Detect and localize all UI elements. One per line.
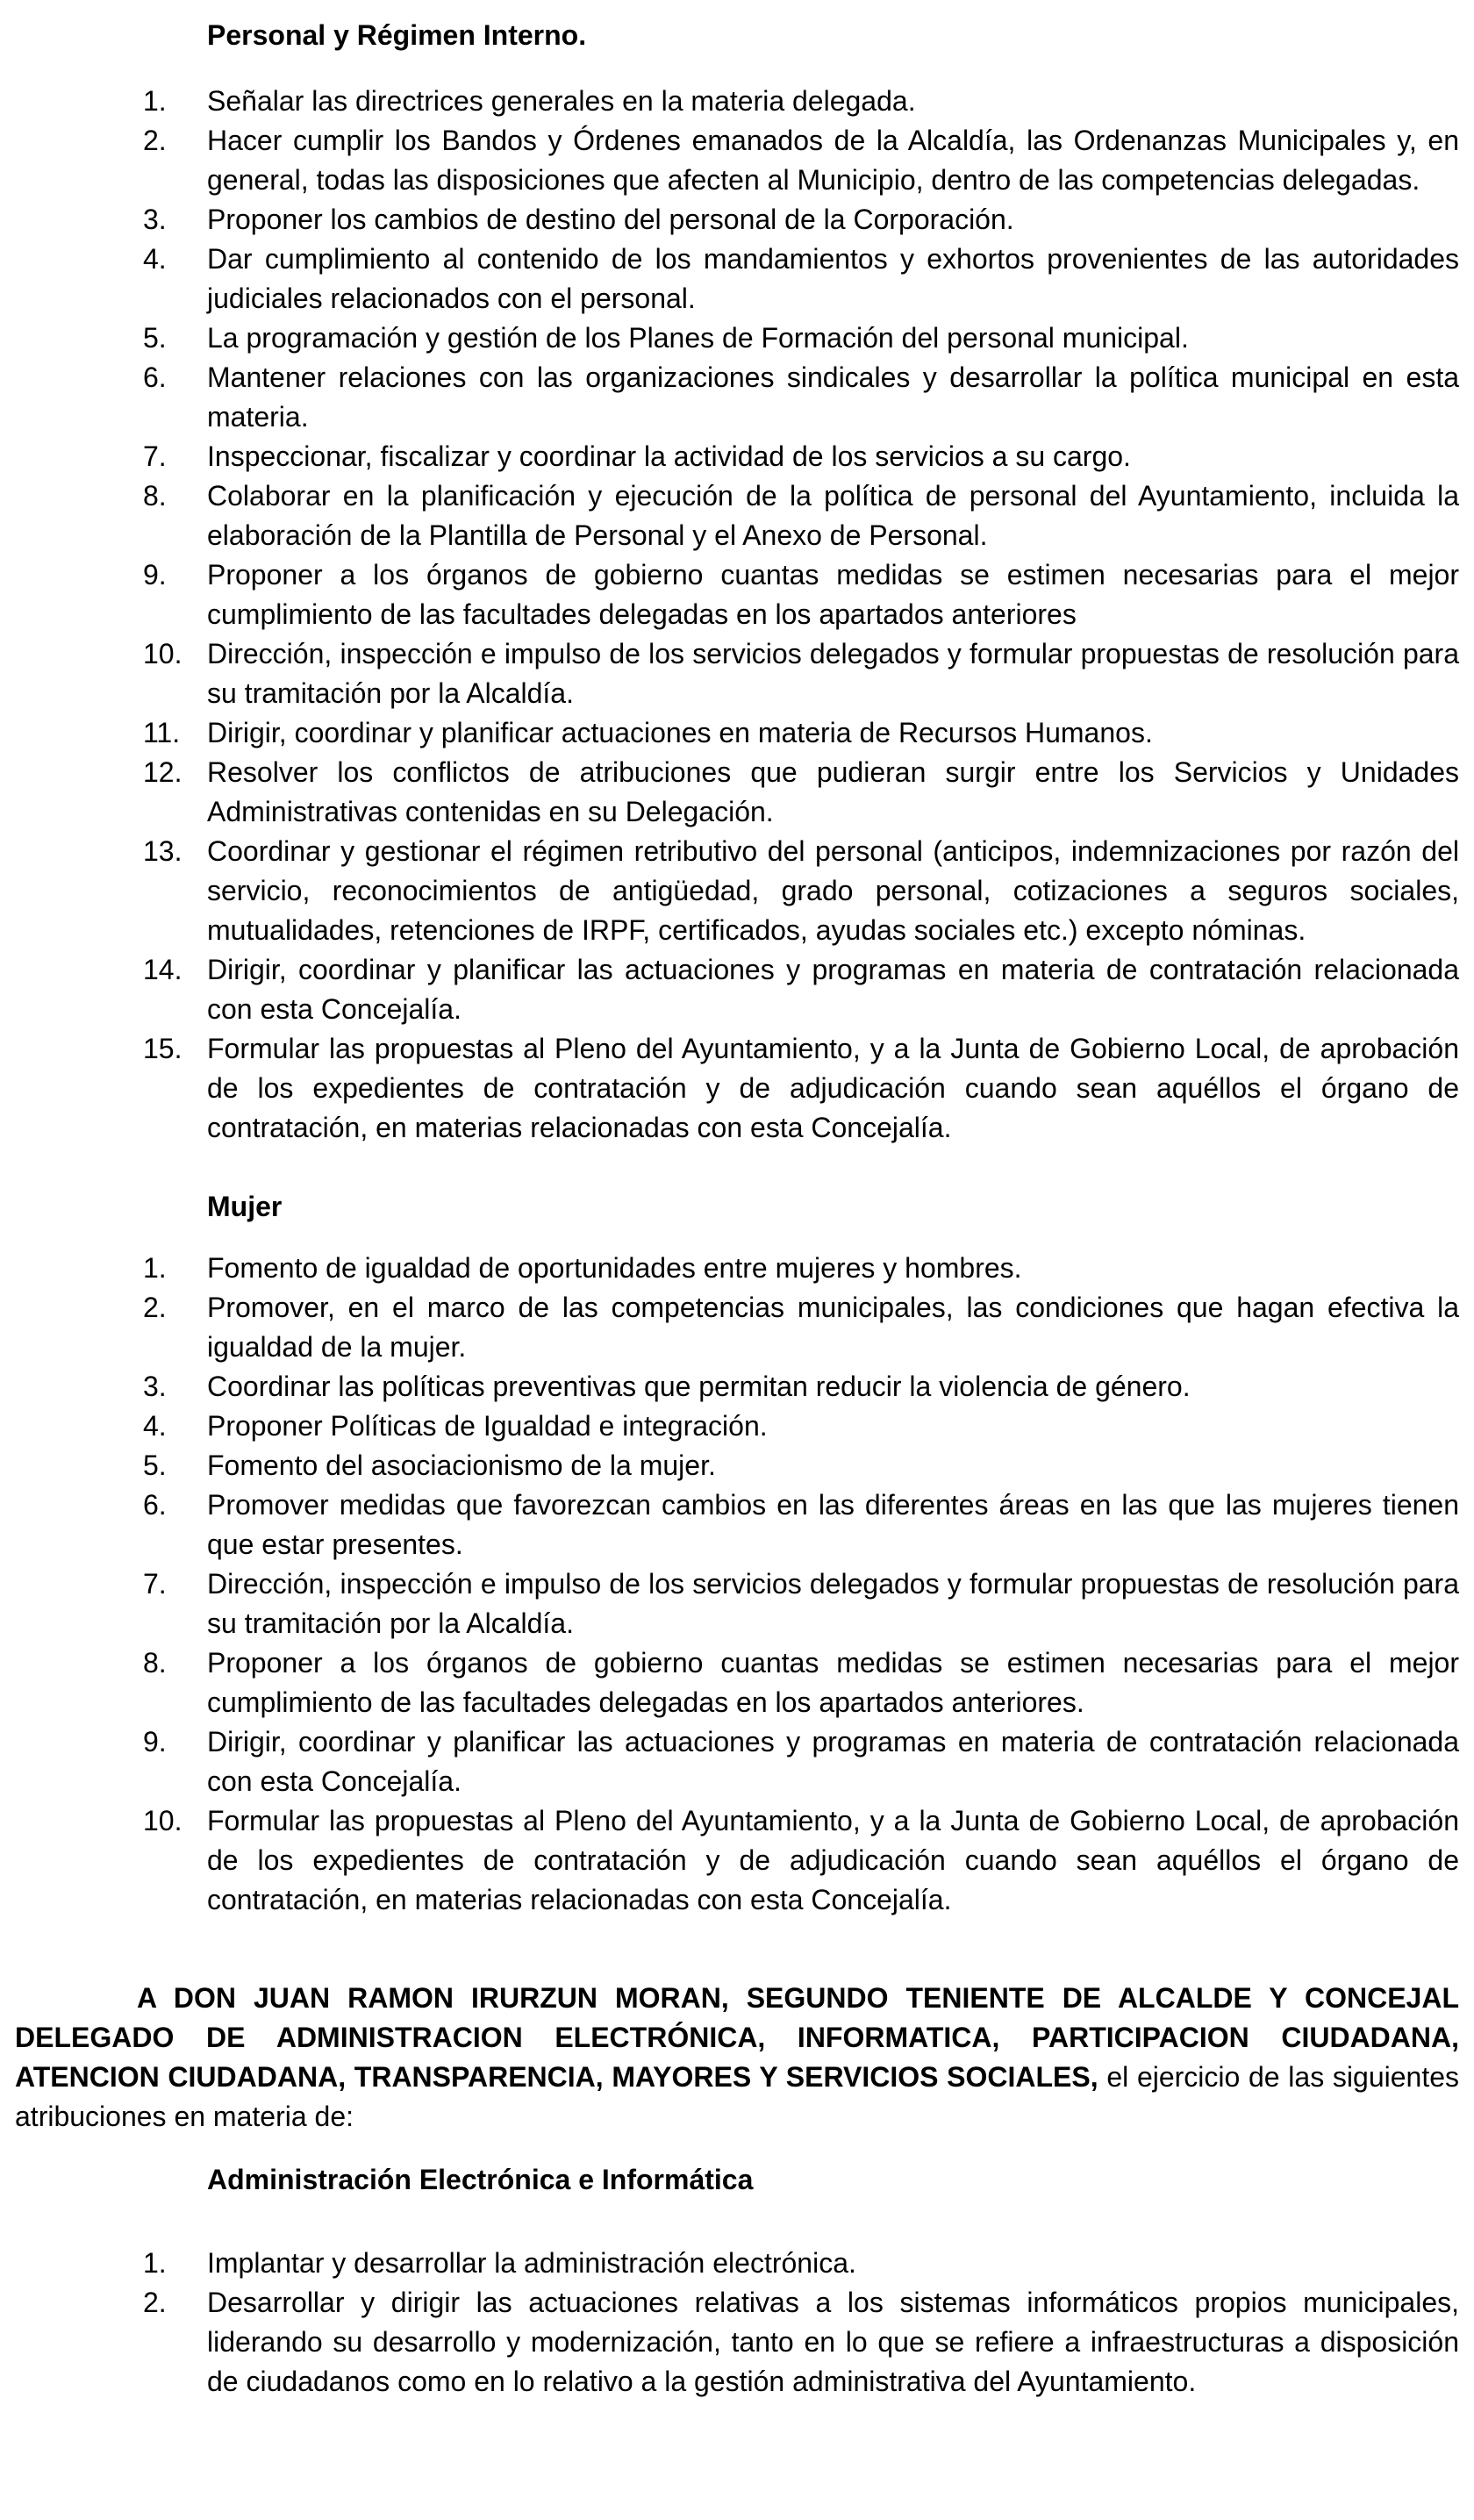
item-number: 1. <box>143 2247 167 2279</box>
item-number: 2. <box>143 1292 167 1323</box>
item-text: Inspeccionar, fiscalizar y coordinar la actividad de los servicios a su cargo. <box>207 440 1131 472</box>
list-item <box>143 1249 1459 1288</box>
section-heading-personal: Personal y Régimen Interno. <box>207 19 587 51</box>
delegation-bold-text: A DON JUAN RAMON IRURZUN MORAN, SEGUNDO TENIENTE DE ALCALDE Y CONCEJAL DELEGADO DE ADMINISTRACION ELECTRÓNICA, INFORMATICA, PARTICIPACION CIUDADANA, ATENCION CIUDADANA, TRANSPARENCIA, MAYORES Y SERVICIOS SOCIALES, <box>15 1982 1459 2093</box>
list-item <box>143 1407 1459 1446</box>
item-number: 5. <box>143 1450 167 1481</box>
item-number: 6. <box>143 362 167 393</box>
list-item <box>143 437 1459 476</box>
list-item <box>143 753 1459 832</box>
list-item <box>143 555 1459 634</box>
delegation-regular-text: el ejercicio de las siguientes atribuciones en materia de: <box>15 2061 1460 2132</box>
item-number: 8. <box>143 480 167 512</box>
list-item <box>143 1801 1459 1920</box>
section-personal-y-regimen-interno <box>15 16 1459 1148</box>
item-text: Mantener relaciones con las organizaciones sindicales y desarrollar la política municipal en esta materia. <box>207 362 1459 433</box>
item-number: 4. <box>143 243 167 275</box>
item-number: 6. <box>143 1489 167 1521</box>
item-text: Proponer a los órganos de gobierno cuantas medidas se estimen necesarias para el mejor cumplimiento de las facultades delegadas en los apartados anteriores. <box>207 1647 1459 1718</box>
list-item <box>143 319 1459 358</box>
item-text: Formular las propuestas al Pleno del Ayuntamiento, y a la Junta de Gobierno Local, de aprobación de los expedientes de contratación y de adjudicación cuando sean aquéllos el órgano de contratación, en materias relacionadas con esta Concejalía. <box>207 1033 1459 1143</box>
list-item <box>143 634 1459 713</box>
list-item <box>143 1446 1459 1486</box>
item-number: 12. <box>143 756 182 788</box>
item-text: Fomento de igualdad de oportunidades entre mujeres y hombres. <box>207 1252 1022 1284</box>
item-number: 10. <box>143 638 182 669</box>
list-item <box>143 713 1459 753</box>
list-item <box>143 200 1459 240</box>
item-number: 3. <box>143 1371 167 1402</box>
list-item <box>143 1029 1459 1148</box>
item-number: 9. <box>143 559 167 591</box>
item-text: Coordinar las políticas preventivas que permitan reducir la violencia de género. <box>207 1371 1191 1402</box>
item-number: 11. <box>143 717 181 748</box>
item-text: Dirección, inspección e impulso de los servicios delegados y formular propuestas de resolución para su tramitación por la Alcaldía. <box>207 1568 1459 1639</box>
item-number: 1. <box>143 1252 167 1284</box>
item-number: 7. <box>143 1568 167 1600</box>
item-text: Resolver los conflictos de atribuciones que pudieran surgir entre los Servicios y Unidades Administrativas contenidas en su Delegación. <box>207 756 1459 827</box>
item-text: Dirección, inspección e impulso de los servicios delegados y formular propuestas de resolución para su tramitación por la Alcaldía. <box>207 638 1459 709</box>
list-item <box>143 832 1459 950</box>
list-item <box>143 1288 1459 1367</box>
item-number: 2. <box>143 125 167 156</box>
section-heading-administracion: Administración Electrónica e Informática <box>207 2164 754 2195</box>
item-text: Dirigir, coordinar y planificar las actuaciones y programas en materia de contratación relacionada con esta Concejalía. <box>207 954 1459 1025</box>
item-text: La programación y gestión de los Planes de Formación del personal municipal. <box>207 322 1189 354</box>
item-text: Proponer a los órganos de gobierno cuantas medidas se estimen necesarias para el mejor cumplimiento de las facultades delegadas en los apartados anteriores <box>207 559 1459 630</box>
item-number: 9. <box>143 1726 167 1758</box>
list-item <box>143 950 1459 1029</box>
item-number: 8. <box>143 1647 167 1679</box>
item-number: 1. <box>143 85 167 117</box>
list-item <box>143 1367 1459 1407</box>
item-text: Dirigir, coordinar y planificar actuaciones en materia de Recursos Humanos. <box>207 717 1153 748</box>
list-item <box>143 1722 1459 1801</box>
item-text: Fomento del asociacionismo de la mujer. <box>207 1450 716 1481</box>
item-text: Dar cumplimiento al contenido de los mandamientos y exhortos provenientes de las autoridades judiciales relacionados con el personal. <box>207 243 1459 314</box>
item-number: 15. <box>143 1033 182 1064</box>
item-number: 10. <box>143 1805 182 1836</box>
item-text: Proponer Políticas de Igualdad e integración. <box>207 1410 768 1442</box>
item-text: Implantar y desarrollar la administración electrónica. <box>207 2247 856 2279</box>
item-text: Proponer los cambios de destino del personal de la Corporación. <box>207 204 1014 235</box>
list-item <box>143 1486 1459 1564</box>
list-item <box>143 121 1459 200</box>
item-number: 7. <box>143 440 167 472</box>
item-text: Dirigir, coordinar y planificar las actuaciones y programas en materia de contratación relacionada con esta Concejalía. <box>207 1726 1459 1797</box>
section-mujer <box>15 1187 1459 1920</box>
list-item <box>143 2244 1459 2283</box>
section-heading-mujer: Mujer <box>207 1191 283 1222</box>
item-number: 13. <box>143 835 182 867</box>
item-number: 5. <box>143 322 167 354</box>
list-item <box>143 476 1459 555</box>
item-text: Formular las propuestas al Pleno del Ayuntamiento, y a la Junta de Gobierno Local, de aprobación de los expedientes de contratación y de adjudicación cuando sean aquéllos el órgano de contratación, en materias relacionadas con esta Concejalía. <box>207 1805 1459 1915</box>
list-item <box>143 1643 1459 1722</box>
item-number: 3. <box>143 204 167 235</box>
item-text: Hacer cumplir los Bandos y Órdenes emanados de la Alcaldía, las Ordenanzas Municipales y, en general, todas las disposiciones que afecten al Municipio, dentro de las competencias delegadas. <box>207 125 1459 196</box>
mujer-list <box>15 1249 1459 1920</box>
item-number: 2. <box>143 2287 167 2318</box>
item-number: 14. <box>143 954 182 985</box>
item-text: Desarrollar y dirigir las actuaciones relativas a los sistemas informáticos propios municipales, liderando su desarrollo y modernización, tanto en lo que se refiere a infraestructuras a disposición de ciudadanos como en lo relativo a la gestión administrativa del Ayuntamiento. <box>207 2287 1459 2397</box>
item-text: Coordinar y gestionar el régimen retributivo del personal (anticipos, indemnizaciones por razón del servicio, reconocimientos de antigüedad, grado personal, cotizaciones a seguros sociales, mutualidades, retenciones de IRPF, certificados, ayudas sociales etc.) excepto nóminas. <box>207 835 1459 946</box>
list-item <box>143 240 1459 319</box>
item-text: Promover medidas que favorezcan cambios en las diferentes áreas en las que las mujeres tienen que estar presentes. <box>207 1489 1459 1560</box>
item-text: Promover, en el marco de las competencias municipales, las condiciones que hagan efectiva la igualdad de la mujer. <box>207 1292 1459 1363</box>
administracion-list <box>15 2244 1459 2402</box>
delegation-paragraph <box>15 1979 1459 2137</box>
personal-list <box>15 82 1459 1148</box>
list-item <box>143 1564 1459 1643</box>
item-number: 4. <box>143 1410 167 1442</box>
list-item <box>143 82 1459 121</box>
section-administracion-electronica <box>15 2160 1459 2402</box>
list-item <box>143 2283 1459 2402</box>
list-item <box>143 358 1459 437</box>
item-text: Colaborar en la planificación y ejecución de la política de personal del Ayuntamiento, incluida la elaboración de la Plantilla de Personal y el Anexo de Personal. <box>207 480 1459 551</box>
item-text: Señalar las directrices generales en la materia delegada. <box>207 85 916 117</box>
